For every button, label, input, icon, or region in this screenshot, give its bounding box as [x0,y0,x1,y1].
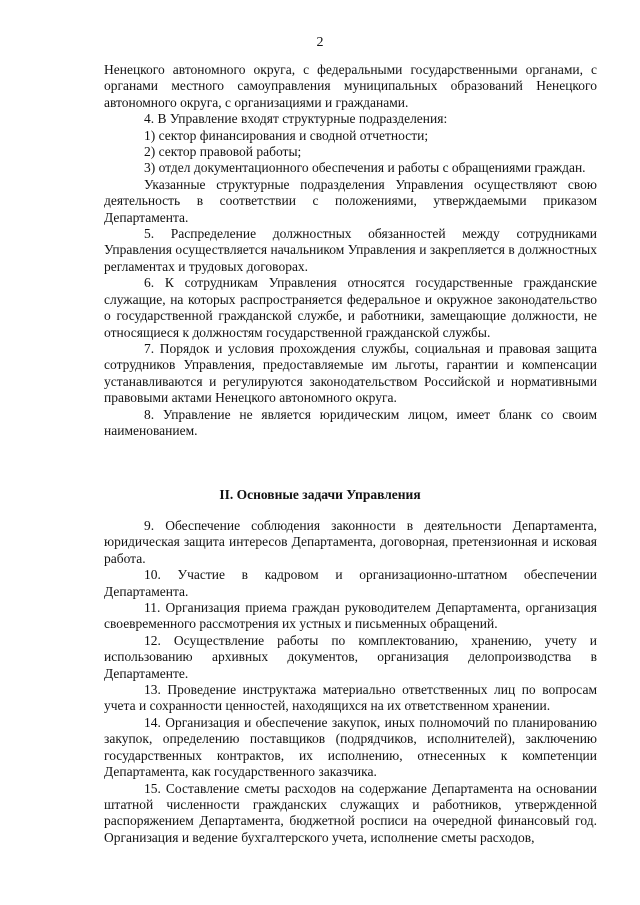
paragraph: 7. Порядок и условия прохождения службы, социальная и правовая защита сотрудников Управления, предоставляемые им льготы, гарантии и компенсации устанавливаются и регулируются законодательством Российской и нормативными правовыми актами Ненецкого автономного округа. [104,340,597,406]
paragraph: 3) отдел документационного обеспечения и работы с обращениями граждан. [144,160,586,176]
paragraph: 9. Обеспечение соблюдения законности в деятельности Департамента, юридическая защита интересов Департамента, договорная, претензионная и исковая работа. [104,518,597,566]
paragraph: Указанные структурные подразделения Управления осуществляют свою деятельность в соответствии с положениями, утверждаемыми приказом Департамента. [104,176,597,225]
paragraph: 10. Участие в кадровом и организационно-штатном обеспечении Департамента. [104,567,597,599]
body-text-top [104,62,597,439]
paragraph: 8. Управление не является юридическим лицом, имеет бланк со своим наименованием. [104,406,597,438]
section-heading: II. Основные задачи Управления [219,487,421,502]
paragraph: 13. Проведение инструктажа материально ответственных лиц по вопросам учета и сохранности ценностей, находящихся на их ответственном хранении. [104,682,597,714]
paragraph: 14. Организация и обеспечение закупок, иных полномочий по планированию закупок, определению поставщиков (подрядчиков, исполнителей), заключению государственных контрактов, их исполнению, отнесенных к компетенции Департамента, как государственного заказчика. [104,714,597,780]
page-number: 2 [316,35,324,50]
paragraph: 15. Составление сметы расходов на содержание Департамента на основании штатной численности гражданских служащих и работников, утвержденной распоряжением Департамента, бюджетной росписи на очередной финансовый год. Организация и ведение бухгалтерского учета, исполнение сметы расходов, [104,780,597,845]
paragraph: 1) сектор финансирования и сводной отчетности; [144,127,429,143]
body-text-bottom [104,518,597,846]
paragraph: Ненецкого автономного округа, с федеральными государственными органами, с органами местного самоуправления муниципальных образований Ненецкого автономного округа, с организациями и гражданами. [104,62,597,110]
paragraph: 11. Организация приема граждан руководителем Департамента, организация своевременного рассмотрения их устных и письменных обращений. [104,600,597,632]
paragraph: 2) сектор правовой работы; [144,144,302,160]
paragraph: 6. К сотрудникам Управления относятся государственные гражданские служащие, на которых распространяется федеральное и окружное законодательство о государственной гражданской службе, и работники, замещающие должности, не относящиеся к должностям государственной гражданской службы. [104,275,597,340]
paragraph: 4. В Управление входят структурные подразделения: [144,111,448,127]
paragraph: 12. Осуществление работы по комплектованию, хранению, учету и использованию архивных документов, организация делопроизводства в Департаменте. [104,632,597,681]
paragraph: 5. Распределение должностных обязанностей между сотрудниками Управления осуществляется начальником Управления и закрепляется в должностных регламентах и трудовых договорах. [104,226,597,274]
